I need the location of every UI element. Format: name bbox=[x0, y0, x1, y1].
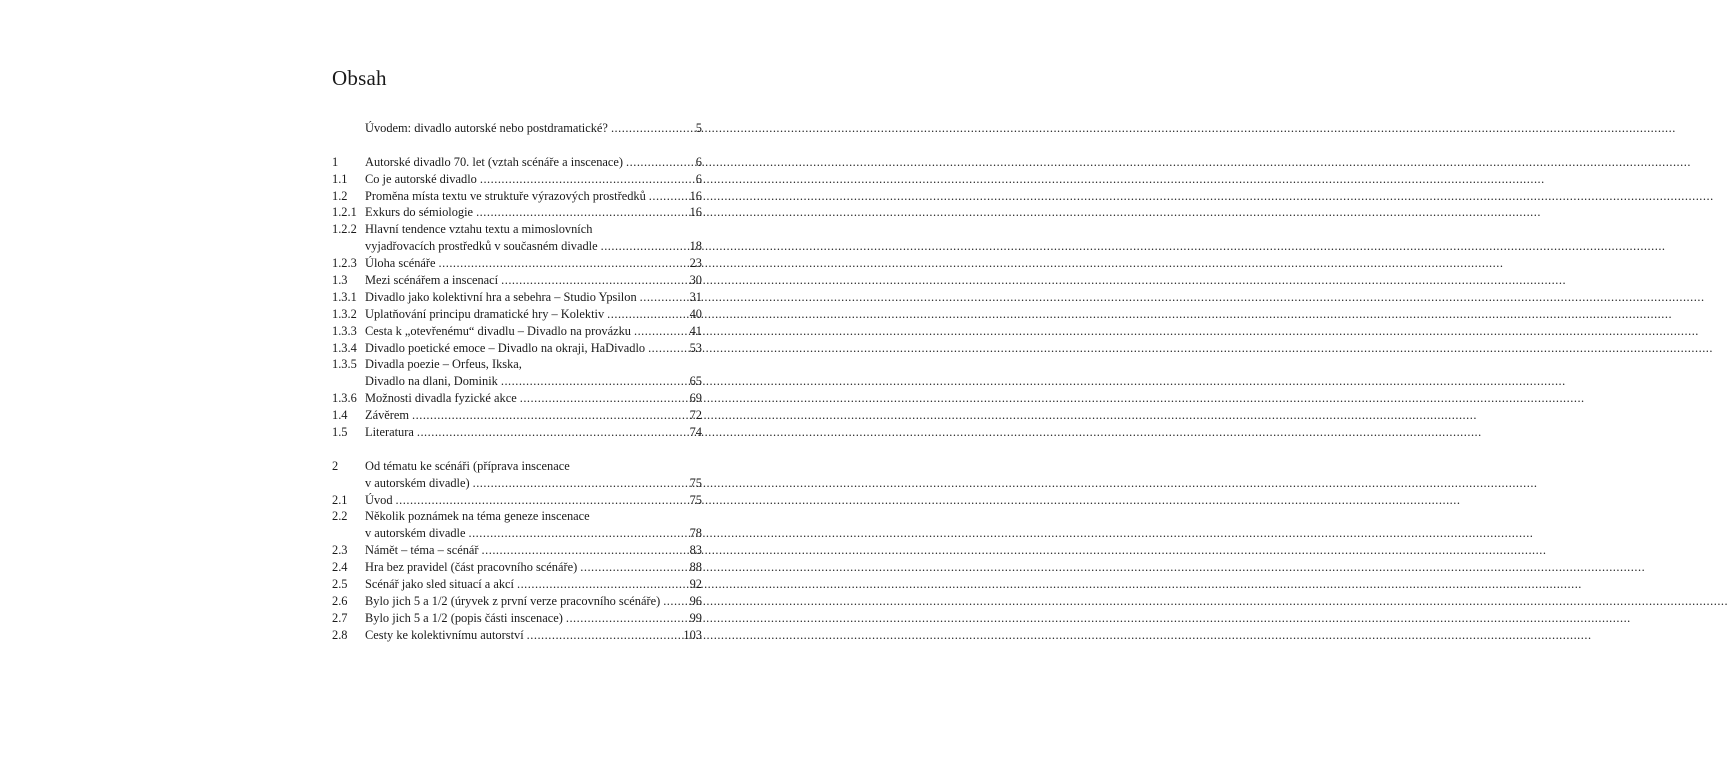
toc-entry-title: Scénář jako sled situací a akcí bbox=[365, 577, 514, 592]
toc-entry-title: Cesty ke kolektivnímu autorství bbox=[365, 627, 524, 642]
dot-leader bbox=[473, 475, 687, 492]
toc-entry-page: 23 bbox=[689, 256, 702, 271]
toc-entry bbox=[332, 373, 702, 390]
toc-entry-number: 1.5 bbox=[332, 425, 348, 440]
toc-entry-number: 1.3.6 bbox=[332, 391, 357, 406]
toc-entry-page: 6 bbox=[695, 171, 702, 186]
toc-entry-page: 88 bbox=[689, 560, 702, 575]
toc-entry bbox=[332, 323, 702, 340]
toc-entry-page: 16 bbox=[689, 205, 702, 220]
toc-entry-title: Několik poznámek na téma geneze inscenace bbox=[365, 509, 590, 524]
toc-entry-number: 2.8 bbox=[332, 627, 348, 642]
dot-leader bbox=[417, 424, 687, 441]
toc-entry-title: Exkurs do sémiologie bbox=[365, 205, 474, 220]
toc-entry-number: 2.2 bbox=[332, 509, 348, 524]
toc-entry-page: 75 bbox=[689, 475, 702, 490]
toc-entry bbox=[332, 525, 702, 542]
dot-leader bbox=[468, 525, 686, 542]
toc-entry-title: Literatura bbox=[365, 425, 414, 440]
toc-entry bbox=[332, 255, 702, 272]
toc-entry-page: 65 bbox=[689, 374, 702, 389]
dot-leader bbox=[482, 542, 687, 559]
toc-entry-number: 1.4 bbox=[332, 408, 348, 423]
toc-entry bbox=[332, 188, 702, 205]
toc-entry-number: 1.2.2 bbox=[332, 222, 357, 237]
toc-entry-page: 78 bbox=[689, 526, 702, 541]
toc-entry bbox=[332, 475, 702, 492]
document-page bbox=[332, 64, 702, 642]
dot-leader bbox=[611, 120, 687, 137]
toc-entry-page: 41 bbox=[689, 323, 702, 338]
dot-leader bbox=[634, 323, 687, 340]
dot-leader bbox=[640, 289, 687, 306]
toc-entry-number: 1.2 bbox=[332, 188, 348, 203]
toc-entry-title: Hra bez pravidel (část pracovního scénáře) bbox=[365, 560, 578, 575]
toc-entry-page: 30 bbox=[689, 273, 702, 288]
toc-entry bbox=[332, 272, 702, 289]
toc-entry bbox=[332, 340, 702, 357]
dot-leader bbox=[566, 610, 687, 627]
toc-entry-number: 2.4 bbox=[332, 560, 348, 575]
toc-entry-page: 75 bbox=[689, 492, 702, 507]
toc-entry bbox=[332, 424, 702, 441]
toc-entry-number: 2.3 bbox=[332, 543, 348, 558]
toc-entry bbox=[332, 238, 702, 255]
toc-entry-number: 1.3 bbox=[332, 273, 348, 288]
dot-leader bbox=[601, 238, 687, 255]
dot-leader bbox=[649, 188, 687, 205]
toc-entry-page: 72 bbox=[689, 408, 702, 423]
toc-entry-number: 2.1 bbox=[332, 492, 348, 507]
toc-entry-number: 2.7 bbox=[332, 610, 348, 625]
dot-leader bbox=[648, 340, 687, 357]
toc-entry-title: Uplatňování principu dramatické hry – Kolektiv bbox=[365, 306, 605, 321]
toc-entry bbox=[332, 154, 702, 171]
dot-leader bbox=[501, 373, 687, 390]
toc-entry bbox=[332, 627, 702, 644]
page-title: Obsah bbox=[332, 66, 387, 90]
toc-entry-title: Co je autorské divadlo bbox=[365, 171, 477, 186]
toc-entry-title: Úvod bbox=[365, 492, 393, 507]
toc-entry bbox=[332, 458, 702, 475]
toc-entry-page: 53 bbox=[689, 340, 702, 355]
toc-entry bbox=[332, 221, 702, 238]
dot-leader bbox=[580, 559, 686, 576]
toc-entry-title: v autorském divadle) bbox=[365, 475, 470, 490]
toc-entry-title: Hlavní tendence vztahu textu a mimoslovních bbox=[365, 222, 593, 237]
toc-entry bbox=[332, 492, 702, 509]
toc-entry bbox=[332, 407, 702, 424]
toc-entry bbox=[332, 576, 702, 593]
toc-entry-page: 96 bbox=[689, 593, 702, 608]
toc-entry bbox=[332, 306, 702, 323]
dot-leader bbox=[517, 576, 687, 593]
toc-entry bbox=[332, 390, 702, 407]
toc-entry-title: Mezi scénářem a inscenací bbox=[365, 273, 499, 288]
toc-entry-title: Závěrem bbox=[365, 408, 410, 423]
toc-entry-page: 16 bbox=[689, 188, 702, 203]
toc-entry-page: 5 bbox=[695, 121, 702, 135]
dot-leader bbox=[626, 154, 687, 171]
toc-entry-title: Divadlo poetické emoce – Divadlo na okraji, HaDivadlo bbox=[365, 340, 646, 355]
dot-leader bbox=[663, 593, 686, 610]
toc-entry-number: 2.5 bbox=[332, 577, 348, 592]
dot-leader bbox=[476, 204, 687, 221]
toc-entry bbox=[332, 559, 702, 576]
toc-entry-page: 69 bbox=[689, 391, 702, 406]
dot-leader bbox=[439, 255, 687, 272]
toc-entry bbox=[332, 508, 702, 525]
toc-entry-title: v autorském divadle bbox=[365, 526, 466, 541]
toc-entry-title: Bylo jich 5 a 1/2 (popis části inscenace) bbox=[365, 610, 563, 625]
toc-entry-title: Možnosti divadla fyzické akce bbox=[365, 391, 517, 406]
toc-entry-number: 1.3.1 bbox=[332, 289, 357, 304]
toc-entry-number: 1.2.3 bbox=[332, 256, 357, 271]
dot-leader bbox=[480, 171, 687, 188]
toc-entry-number: 1.1 bbox=[332, 171, 348, 186]
dot-leader bbox=[520, 390, 687, 407]
toc-entry-number: 1.2.1 bbox=[332, 205, 357, 220]
toc-entry-page: 103 bbox=[683, 627, 702, 642]
toc-entry-number: 1.3.3 bbox=[332, 323, 357, 338]
dot-leader bbox=[396, 492, 687, 509]
toc-entry-number: 1.3.4 bbox=[332, 340, 357, 355]
toc-entry-title: Proměna místa textu ve struktuře výrazových prostředků bbox=[365, 188, 646, 203]
toc-entry-page: 18 bbox=[689, 239, 702, 254]
toc-entry-title: Bylo jich 5 a 1/2 (úryvek z první verze pracovního scénáře) bbox=[365, 593, 661, 608]
toc-entry-title: Úvodem: divadlo autorské nebo postdramatické? bbox=[365, 121, 608, 135]
dot-leader bbox=[527, 627, 681, 644]
toc-entry-page: 83 bbox=[689, 543, 702, 558]
toc-entry-title: Autorské divadlo 70. let (vztah scénáře a inscenace) bbox=[365, 154, 624, 169]
toc-entry-page: 99 bbox=[689, 610, 702, 625]
toc-entry bbox=[332, 610, 702, 627]
dot-leader bbox=[501, 272, 686, 289]
table-of-contents bbox=[332, 120, 702, 644]
toc-entry-title: Úloha scénáře bbox=[365, 256, 436, 271]
toc-entry-page: 40 bbox=[689, 306, 702, 321]
toc-entry-number: 1.3.2 bbox=[332, 306, 357, 321]
toc-entry bbox=[332, 289, 702, 306]
toc-entry bbox=[332, 593, 702, 610]
toc-entry-title: Divadlo jako kolektivní hra a sebehra – Studio Ypsilon bbox=[365, 289, 637, 304]
toc-entry bbox=[332, 204, 702, 221]
toc-entry-title: Divadla poezie – Orfeus, Ikska, bbox=[365, 357, 522, 372]
toc-entry-title: Cesta k „otevřenému“ divadlu – Divadlo na provázku bbox=[365, 323, 631, 338]
toc-entry-title: Námět – téma – scénář bbox=[365, 543, 479, 558]
toc-entry-page: 6 bbox=[695, 154, 702, 169]
toc-entry-number: 1 bbox=[332, 154, 339, 169]
toc-entry bbox=[332, 171, 702, 188]
toc-entry-page: 31 bbox=[689, 289, 702, 304]
dot-leader bbox=[607, 306, 686, 323]
toc-entry-page: 74 bbox=[689, 425, 702, 440]
toc-entry-title: Divadlo na dlani, Dominik bbox=[365, 374, 498, 389]
toc-entry-number: 1.3.5 bbox=[332, 357, 357, 372]
toc-entry-number: 2.6 bbox=[332, 593, 348, 608]
toc-entry bbox=[332, 356, 702, 373]
toc-entry bbox=[332, 542, 702, 559]
toc-entry-title: Od tématu ke scénáři (příprava inscenace bbox=[365, 458, 570, 473]
dot-leader bbox=[412, 407, 687, 424]
toc-entry-number: 2 bbox=[332, 458, 339, 473]
toc-entry bbox=[332, 120, 702, 137]
toc-entry-page: 92 bbox=[689, 577, 702, 592]
toc-entry-title: vyjadřovacích prostředků v současném divadle bbox=[365, 239, 598, 254]
